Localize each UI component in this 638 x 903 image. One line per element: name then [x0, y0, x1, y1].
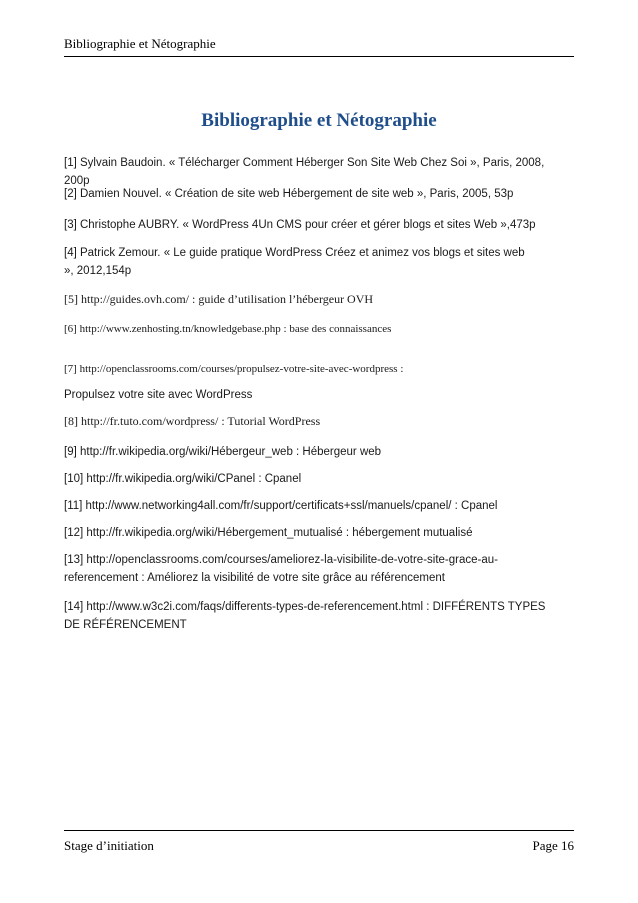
header-divider	[64, 56, 574, 57]
reference-item-4: [4] Patrick Zemour. « Le guide pratique WordPress Créez et animez vos blogs et sites web », 2012,154p	[64, 247, 525, 277]
reference-item-9: [9] http://fr.wikipedia.org/wiki/Hébergeur_web : Hébergeur web	[64, 446, 382, 458]
reference-item-13: [13] http://openclassrooms.com/courses/ameliorez-la-visibilite-de-votre-site-grace-au-referencement : Améliorez la visibilité de votre site grâce au référencement	[64, 554, 498, 584]
reference-item-7: [7] http://openclassrooms.com/courses/propulsez-votre-site-avec-wordpress :	[64, 363, 404, 375]
reference-item-8: [8] http://fr.tuto.com/wordpress/ : Tutorial WordPress	[64, 414, 321, 428]
reference-item-2: [2] Damien Nouvel. « Création de site web Hébergement de site web », Paris, 2005, 53p	[64, 188, 514, 200]
reference-item-3: [3] Christophe AUBRY. « WordPress 4Un CMS pour créer et gérer blogs et sites Web »,473p	[64, 219, 536, 231]
reference-item-11: [11] http://www.networking4all.com/fr/support/certificats+ssl/manuels/cpanel/ : Cpanel	[64, 500, 498, 512]
page-number: Page 16	[532, 838, 574, 853]
reference-item-10: [10] http://fr.wikipedia.org/wiki/CPanel : Cpanel	[64, 473, 302, 485]
reference-item-12: [12] http://fr.wikipedia.org/wiki/Hébergement_mutualisé : hébergement mutualisé	[64, 527, 473, 539]
reference-item-5: [5] http://guides.ovh.com/ : guide d’utilisation l’hébergeur OVH	[64, 292, 374, 306]
reference-item-6: [6] http://www.zenhosting.tn/knowledgebase.php : base des connaissances	[64, 323, 392, 335]
footer-left-text: Stage d’initiation	[64, 838, 154, 853]
reference-item-14: [14] http://www.w3c2i.com/faqs/differents-types-de-referencement.html : DIFFÉRENTS TYPES DE RÉFÉRENCEMENT	[64, 601, 546, 631]
reference-item-7-title: Propulsez votre site avec WordPress	[64, 389, 253, 401]
running-header: Bibliographie et Nétographie	[64, 36, 216, 51]
reference-item-1: [1] Sylvain Baudoin. « Télécharger Comment Héberger Son Site Web Chez Soi », Paris, 2008, 200p	[64, 157, 545, 187]
page-title: Bibliographie et Nétographie	[201, 110, 437, 131]
footer-divider	[64, 830, 574, 831]
